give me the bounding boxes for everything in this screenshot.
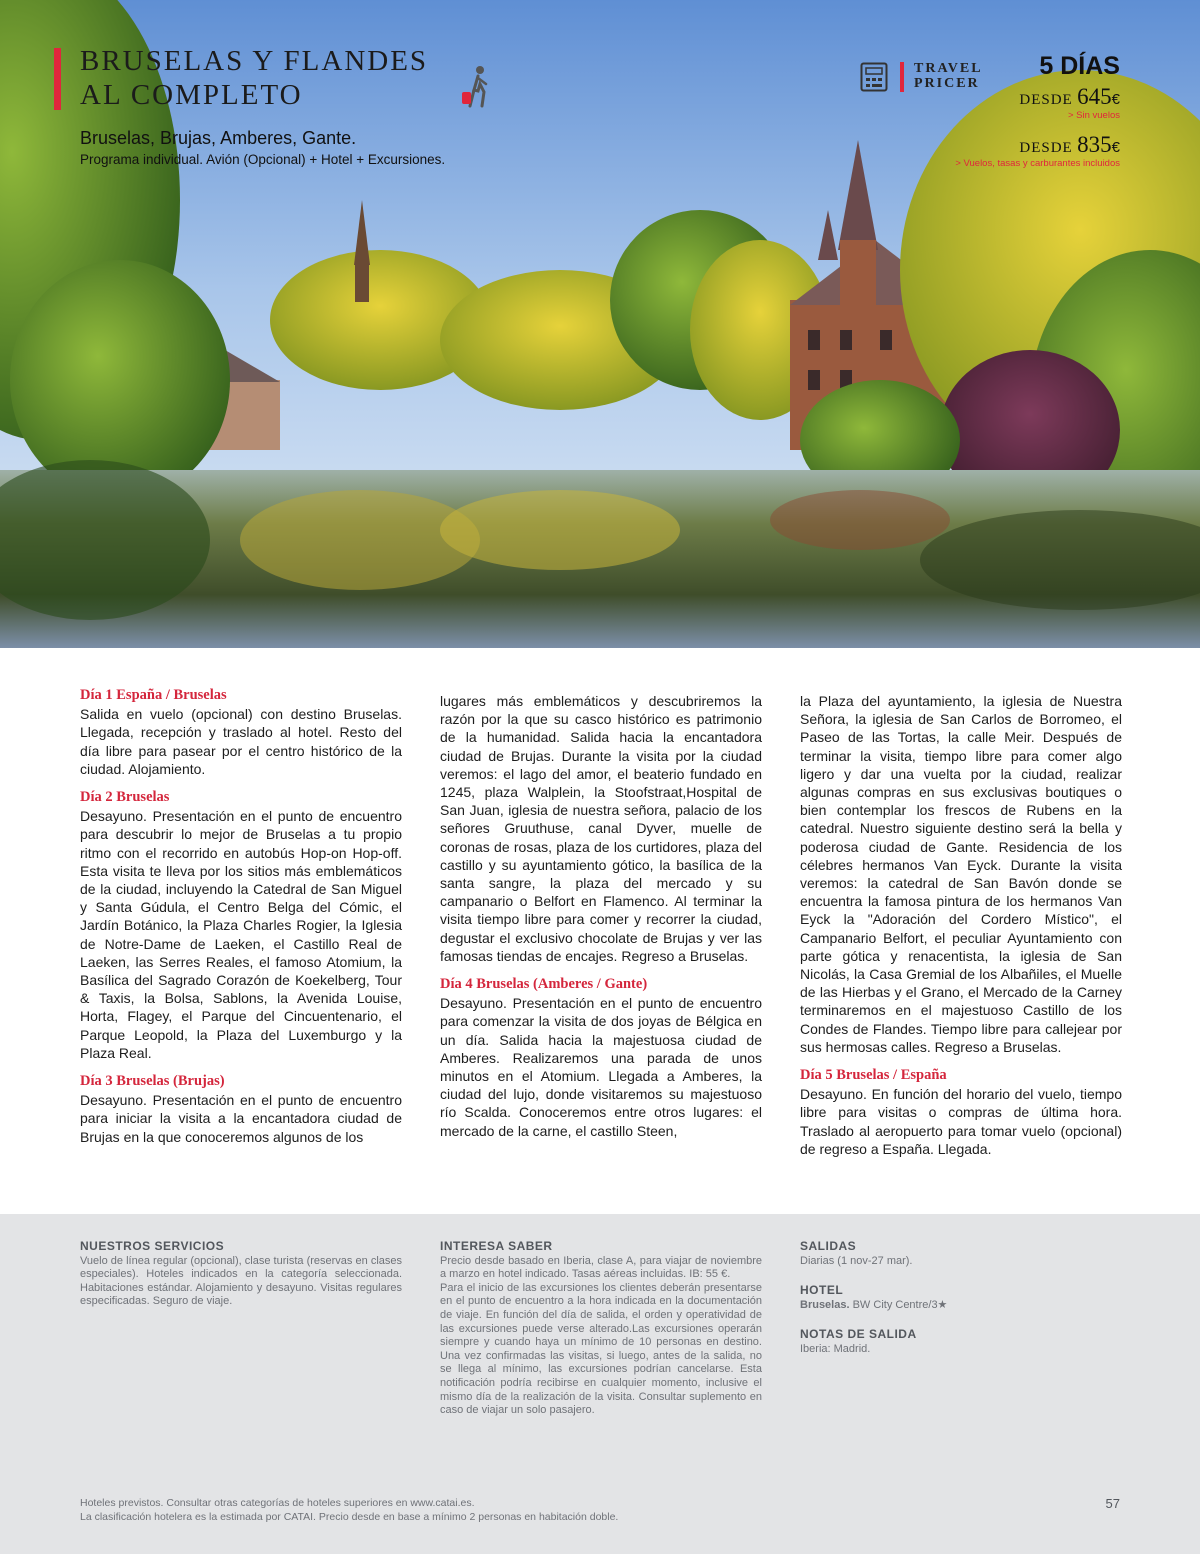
title-line-2: AL COMPLETO — [80, 79, 303, 111]
footnote-line-2: La clasificación hotelera es la estimada por CATAI. Precio desde en base a mínimo 2 personas en habitación doble. — [80, 1511, 619, 1523]
page-number: 57 — [1105, 1496, 1120, 1511]
price2-prefix: DESDE — [1019, 140, 1073, 156]
good-to-know-text-2: Para el inicio de las excursiones los clientes deberán presentarse en el punto de encuentro a la hora indicada en la documentación de viaje. En función del día de salida, el orden y operatividad de las excursiones puede verse alterado.Las excursiones operarán siempre y cuando haya un mínimo de 10 personas en destino. Una vez confirmadas las visitas, si luego, antes de la salida, no se llega al mínimo, las excursiones podrían cancelarse. Esta notificación podría recibirse en cualquier momento, inclusive el mismo día de la realización de la visita. Consultar suplemento en caso de viajar un solo pasajero. — [440, 1281, 762, 1417]
departures-column — [800, 1240, 1122, 1357]
good-to-know-column — [440, 1240, 762, 1418]
price2-currency: € — [1111, 139, 1120, 156]
title-accent-bar — [54, 48, 61, 110]
day-3-text-part-2: lugares más emblemáticos y descubriremos la razón por la que su casco histórico es patrimonio de la humanidad. Salida hacia la encantadora ciudad de Brujas. Durante la visita por la ciudad veremos: el lago del amor, el beaterio fundado en 1245, plaza Walplein, la Stoofstraat,Hospital de San Juan, iglesia de nuestra señora, palacio de los señores Gruuthuse, canal Dyver, muelle de coronas de rosas, plaza de los curtidores, plaza del castillo y su ayuntamiento gótico, la basílica de la santa sangre, la plaza del mercado y su campanario o Belfort en Flamenco. Al terminar la visita tiempo libre para comer y recorrer la ciudad, degustar el exclusivo chocolate de Brujas y ver las famosas tiendas de encajes. Regreso a Bruselas. — [440, 693, 762, 964]
day-1-text: Salida en vuelo (opcional) con destino Bruselas. Llegada, recepción y traslado al hotel. Resto del día libre para pasear por el centro histórico de la ciudad. Alojamiento. — [80, 706, 402, 777]
day-2-text: Desayuno. Presentación en el punto de encuentro para descubrir lo mejor de Bruselas a tu propio ritmo con el recorrido en autobús Hop-on Hop-off. Esta visita te lleva por los sitios más emblemáticos de la ciudad, incluyendo la Catedral de San Miguel y Santa Gúdula, el Centro Belga del Cómic, el Jardín Botánico, la Plaza Charles Rogier, la Iglesia de Notre-Dame de Laeken, el Castillo Real de Laeken, las Serres Reales, el famoso Atomium, la Basílica del Sagrado Corazón de Koekelberg, Tour & Taxis, la Bolsa, Sablons, la Avenida Louise, Horta, Flagey, el Parque del Cincuentenario, el Parque Leopold, la Plaza del Luxemburgo y la Plaza Real. — [80, 808, 402, 1061]
departure-notes-heading: NOTAS DE SALIDA — [800, 1327, 917, 1342]
good-to-know-text-1: Precio desde basado en Iberia, clase A, para viajar de noviembre a marzo en hotel indicado. Tasas aéreas incluidas. IB: 55 €. — [440, 1254, 762, 1281]
hotel-name: BW City Centre/3★ — [852, 1298, 948, 1311]
travel-pricer-line-2: PRICER — [914, 76, 980, 91]
day-1-title: Día 1 España / Bruselas — [80, 687, 227, 703]
trip-duration: 5 DÍAS — [1039, 52, 1120, 80]
itinerary — [80, 686, 1122, 1191]
services-column — [80, 1240, 402, 1309]
price1-note: > Sin vuelos — [1067, 110, 1120, 121]
day-5-text: Desayuno. En función del horario del vuelo, tiempo libre para visitas o compras de última hora. Traslado al aeropuerto para tomar vuelo (opcional) de regreso a España. Llegada. — [800, 1086, 1122, 1157]
hotel-city: Bruselas. — [800, 1298, 850, 1311]
price-with-flights — [1019, 132, 1120, 158]
price1-prefix: DESDE — [1019, 92, 1073, 108]
itinerary-column-1 — [80, 686, 402, 1146]
destinations-subtitle: Bruselas, Brujas, Amberes, Gante. — [80, 128, 357, 148]
itinerary-column-2 — [440, 692, 762, 1140]
travel-pricer-accent-bar — [900, 62, 904, 92]
calculator-icon — [860, 62, 888, 92]
day-4-title: Día 4 Bruselas (Amberes / Gante) — [440, 976, 648, 993]
walking-traveler-icon — [456, 64, 494, 108]
travel-pricer-line-1: TRAVEL — [914, 61, 983, 76]
page-title — [80, 44, 428, 112]
footnote-line-1: Hoteles previstos. Consultar otras categorías de hoteles superiores en www.catai.es. — [80, 1497, 475, 1509]
price2-amount: 835 — [1077, 132, 1112, 157]
day-4-text-part-2: la Plaza del ayuntamiento, la iglesia de Nuestra Señora, la iglesia de San Carlos de Borromeo, el Paseo de las Tortas, la calle Meir. Después de terminar la visita, tiempo libre para comer algo ligero y dar una vuelta por la ciudad, realizar algunas compras en sus exclusivas boutiques o bien contemplar los frescos de Rubens en la catedral. Nuestro siguiente destino será la bella y poderosa ciudad de Gante. Residencia de los célebres hermanos Van Eyck. Durante la visita veremos: la catedral de San Bavón donde se encuentra la famosa pintura de los hermanos Van Eyck la "Adoración del Cordero Místico", el Campanario Belfort, el peculiar Ayuntamiento con parte gótica y renacentista, la iglesia de San Nicolás, la Casa Gremial de los Albañiles, el Muelle de las Hierbas y el Grano, el Mercado de la Carney terminaremos en el majestuoso Castillo de los Condes de Flandes. Tiempo libre para callejear por sus hermosas calles. Regreso a Bruselas. — [800, 693, 1122, 1055]
hotel-heading: HOTEL — [800, 1283, 844, 1298]
program-type: Programa individual. Avión (Opcional) + Hotel + Excursiones. — [80, 152, 446, 167]
good-to-know-heading: INTERESA SABER — [440, 1239, 553, 1253]
day-2-title: Día 2 Bruselas — [80, 789, 170, 806]
departures-heading: SALIDAS — [800, 1239, 857, 1253]
services-heading: NUESTROS SERVICIOS — [80, 1239, 225, 1253]
info-band — [0, 1214, 1200, 1554]
travel-pricer-badge — [914, 61, 983, 91]
departures-text: Diarias (1 nov-27 mar). — [800, 1254, 913, 1267]
services-text: Vuelo de línea regular (opcional), clase turista (reservas en clases especiales). Hoteles indicados en la categoría seleccionada. Habitaciones estándar. Alojamiento y desayuno. Visitas regulares especificadas. Seguro de viaje. — [80, 1254, 402, 1308]
itinerary-column-3 — [800, 692, 1122, 1158]
price1-amount: 645 — [1077, 84, 1112, 109]
departure-notes-text: Iberia: Madrid. — [800, 1342, 871, 1355]
day-3-text-part-1: Desayuno. Presentación en el punto de encuentro para iniciar la visita a la encantadora ciudad de Brujas en la que conoceremos algunos de los — [80, 1092, 402, 1145]
price-without-flights — [1019, 84, 1120, 110]
day-4-text-part-1: Desayuno. Presentación en el punto de encuentro para comenzar la visita de dos joyas de Bélgica en un día. Salida hacia la majestuosa ciudad de Amberes. Realizaremos una parada de unos minutos en el Atomium. Llegada a Amberes, la ciudad del lujo, donde visitaremos su majestuoso río Scalda. Conoceremos entre otros lugares: el mercado de la carne, el castillo Steen, — [440, 995, 762, 1139]
day-5-title: Día 5 Bruselas / España — [800, 1067, 947, 1084]
title-line-1: BRUSELAS Y FLANDES — [80, 45, 429, 77]
price1-currency: € — [1111, 91, 1120, 108]
day-3-title: Día 3 Bruselas (Brujas) — [80, 1073, 225, 1090]
hotel-text — [800, 1299, 1122, 1313]
price2-note: > Vuelos, tasas y carburantes incluidos — [955, 158, 1120, 169]
footnote — [80, 1496, 618, 1524]
